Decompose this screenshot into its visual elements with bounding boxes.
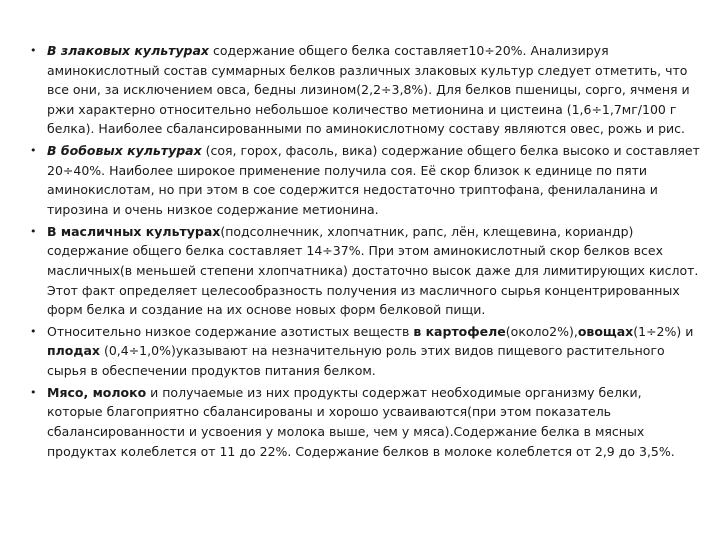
- bullet-text: (около2%),: [505, 323, 578, 339]
- bullet-potatoes-vegetables: [30, 322, 700, 381]
- bold-term: в картофеле: [413, 323, 506, 339]
- bullet-icon: •: [30, 44, 37, 57]
- bold-term: плодах: [47, 343, 100, 359]
- bold-term: Мясо, молоко: [47, 384, 147, 400]
- bullet-icon: •: [30, 144, 37, 158]
- bullet-icon: •: [30, 324, 37, 338]
- bullet-text: (0,4÷1,0%)указывают на незначительную роль этих видов пищевого растительного сырья в обеспечении продуктов питания белком.: [47, 343, 665, 379]
- slide-body: [30, 41, 700, 463]
- bold-term: В масличных культурах: [47, 223, 221, 239]
- bullet-icon: •: [30, 385, 37, 399]
- bullet-text: (1÷2%) и: [633, 323, 694, 339]
- bold-italic-term: В бобовых культурах: [47, 143, 202, 159]
- bullet-meat-milk: [30, 383, 700, 461]
- bullet-text: содержание общего белка составляет10÷20%. Анализируя аминокислотный состав суммарных белков различных злаковых культур следует отметить, что все они, за исключением овса, бедны лизином(2,2÷3,8%). Для белков пшеницы, сорго, ячменя и ржи характерно относительно небольшое количество метионина и цистеина (1,6÷1,7мг/100 г белка). Наиболее сбалансированными по аминокислотному составу являются овес, рожь и рис.: [47, 43, 690, 137]
- bullet-text: (соя, горох, фасоль, вика) содержание общего белка высоко и составляет 20÷40%. Наиболее широкое применение получила соя. Её скор близок к единице по пяти аминокислотам, но при этом в сое содержится недостаточно триптофана, фенилаланина и тирозина и очень низкое содержание метионина.: [47, 143, 700, 217]
- bullet-oilseeds: [30, 222, 700, 320]
- bold-term: овощах: [577, 323, 634, 339]
- bullet-text: (подсолнечник, хлопчатник, рапс, лён, клещевина, кориандр) содержание общего белка составляет 14÷37%. При этом аминокислотный скор белков всех масличных(в меньшей степени хлопчатника) достаточно высок даже для лимитирующих кислот. Этот факт определяет целесообразность получения из масличного сырья концентрированных форм белка и создание на их основе новых форм белковой пищи.: [47, 223, 699, 318]
- bullet-icon: •: [30, 224, 37, 238]
- bullet-legumes: [30, 141, 700, 219]
- bullet-list: [30, 41, 700, 461]
- bullet-text: Относительно низкое содержание азотистых веществ: [47, 323, 414, 339]
- bold-italic-term: В злаковых культурах: [47, 43, 209, 58]
- bullet-cereals: [30, 41, 700, 139]
- bullet-text: и получаемые из них продукты содержат необходимые организму белки, которые благоприятно сбалансированы и хорошо усваиваются(при этом показатель сбалансированности и усвоения у молока выше, чем у мяса).Содержание белка в мясных продуктах колеблется от 11 до 22%. Содержание белков в молоке колеблется от 2,9 до 3,5%.: [47, 384, 675, 459]
